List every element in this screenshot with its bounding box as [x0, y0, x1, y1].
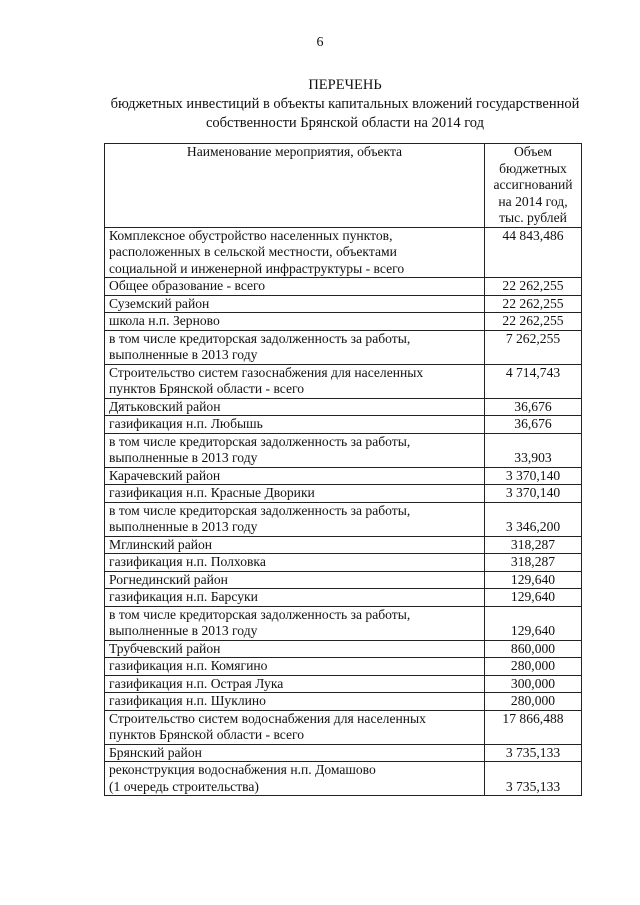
row-value-cell: 300,000 — [485, 675, 582, 693]
table-row — [105, 295, 582, 313]
table-row — [105, 227, 582, 278]
table-row — [105, 606, 582, 640]
row-value-cell: 3 370,140 — [485, 467, 582, 485]
row-value-cell: 3 735,133 — [485, 744, 582, 762]
row-name-cell: газификация н.п. Полховка — [105, 554, 485, 572]
page-number: 6 — [316, 35, 324, 50]
row-name-cell: в том числе кредиторская задолженность за работы, выполненные в 2013 году — [105, 502, 485, 536]
table-row — [105, 330, 582, 364]
table-row — [105, 762, 582, 796]
title-line-2: бюджетных инвестиций в объекты капитальных вложений государственной — [110, 96, 580, 112]
row-value-cell: 22 262,255 — [485, 295, 582, 313]
row-name-cell: Суземский район — [105, 295, 485, 313]
row-value-cell: 44 843,486 — [485, 227, 582, 278]
row-value-cell: 280,000 — [485, 693, 582, 711]
row-value-cell: 7 262,255 — [485, 330, 582, 364]
row-value-cell: 318,287 — [485, 536, 582, 554]
row-name-cell: в том числе кредиторская задолженность за работы, выполненные в 2013 году — [105, 606, 485, 640]
table-row — [105, 433, 582, 467]
row-name-cell: газификация н.п. Барсуки — [105, 589, 485, 607]
row-value-cell: 22 262,255 — [485, 278, 582, 296]
row-value-cell: 129,640 — [485, 606, 582, 640]
row-name-cell: в том числе кредиторская задолженность за работы, выполненные в 2013 году — [105, 330, 485, 364]
row-name-cell: Рогнединский район — [105, 571, 485, 589]
row-name-cell: Строительство систем водоснабжения для населенных пунктов Брянской области - всего — [105, 710, 485, 744]
table-row — [105, 554, 582, 572]
row-value-cell: 3 346,200 — [485, 502, 582, 536]
row-name-cell: школа н.п. Зерново — [105, 313, 485, 331]
row-name-cell: Строительство систем газоснабжения для населенных пунктов Брянской области - всего — [105, 364, 485, 398]
row-value-cell: 33,903 — [485, 433, 582, 467]
table-row — [105, 467, 582, 485]
row-name-cell: газификация н.п. Красные Дворики — [105, 485, 485, 503]
table-header-row — [105, 144, 582, 228]
row-value-cell: 318,287 — [485, 554, 582, 572]
header-name-cell: Наименование мероприятия, объекта — [105, 144, 485, 228]
table-row — [105, 398, 582, 416]
row-value-cell: 36,676 — [485, 416, 582, 434]
table-row — [105, 710, 582, 744]
table-row — [105, 502, 582, 536]
row-value-cell: 129,640 — [485, 571, 582, 589]
title-heading: ПЕРЕЧЕНЬ — [308, 77, 382, 93]
table-row — [105, 485, 582, 503]
row-name-cell: газификация н.п. Комягино — [105, 658, 485, 676]
row-name-cell: в том числе кредиторская задолженность за работы, выполненные в 2013 году — [105, 433, 485, 467]
table-row — [105, 416, 582, 434]
row-value-cell: 280,000 — [485, 658, 582, 676]
row-name-cell: Дятьковский район — [105, 398, 485, 416]
row-name-cell: Трубчевский район — [105, 640, 485, 658]
table-row — [105, 278, 582, 296]
row-name-cell: Мглинский район — [105, 536, 485, 554]
row-name-cell: Карачевский район — [105, 467, 485, 485]
row-name-cell: Общее образование - всего — [105, 278, 485, 296]
row-value-cell: 22 262,255 — [485, 313, 582, 331]
row-value-cell: 3 735,133 — [485, 762, 582, 796]
table-row — [105, 571, 582, 589]
row-name-cell: газификация н.п. Любышь — [105, 416, 485, 434]
investment-table — [104, 143, 582, 796]
row-value-cell: 860,000 — [485, 640, 582, 658]
row-value-cell: 4 714,743 — [485, 364, 582, 398]
header-value-cell: Объем бюджетных ассигнований на 2014 год, тыс. рублей — [485, 144, 582, 228]
row-name-cell: реконструкция водоснабжения н.п. Домашово (1 очередь строительства) — [105, 762, 485, 796]
row-value-cell: 17 866,488 — [485, 710, 582, 744]
row-name-cell: газификация н.п. Острая Лука — [105, 675, 485, 693]
table-row — [105, 640, 582, 658]
table-row — [105, 744, 582, 762]
row-value-cell: 36,676 — [485, 398, 582, 416]
table-body — [105, 144, 582, 796]
row-name-cell: Брянский район — [105, 744, 485, 762]
table-row — [105, 364, 582, 398]
table-row — [105, 536, 582, 554]
table-row — [105, 693, 582, 711]
table-row — [105, 675, 582, 693]
row-name-cell: Комплексное обустройство населенных пунктов, расположенных в сельской местности, объектами социальной и инженерной инфраструктуры - всего — [105, 227, 485, 278]
table-row — [105, 313, 582, 331]
row-name-cell: газификация н.п. Шуклино — [105, 693, 485, 711]
title-line-3: собственности Брянской области на 2014 год — [205, 115, 485, 131]
table-row — [105, 658, 582, 676]
table-row — [105, 589, 582, 607]
document-title — [90, 76, 600, 133]
row-value-cell: 3 370,140 — [485, 485, 582, 503]
row-value-cell: 129,640 — [485, 589, 582, 607]
